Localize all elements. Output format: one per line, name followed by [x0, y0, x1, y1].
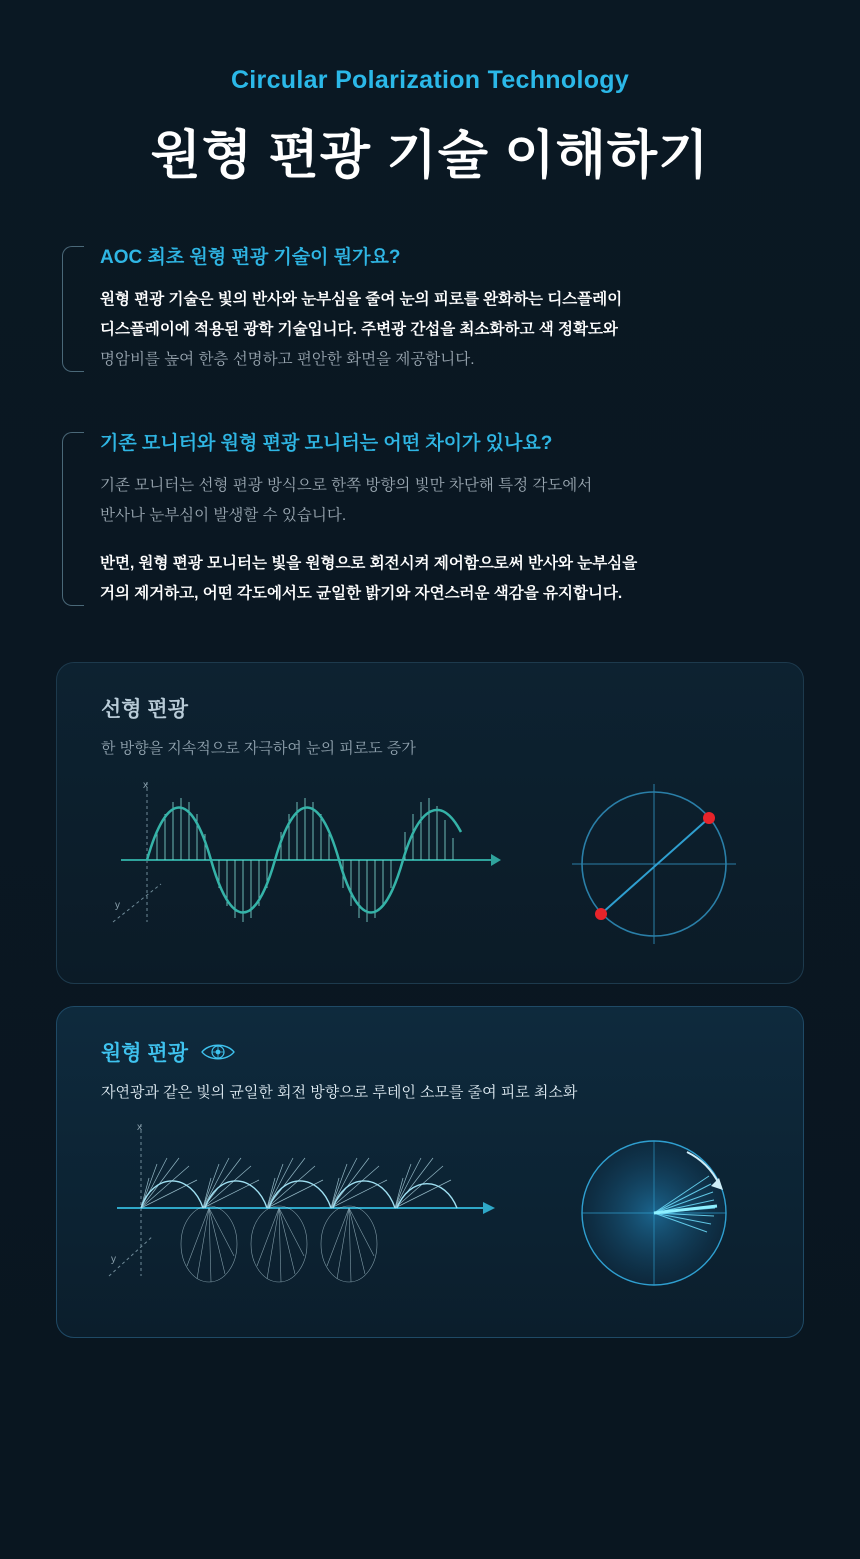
svg-text:y: y — [111, 1253, 116, 1265]
paragraph-spacer — [100, 531, 804, 549]
circular-rotation-diagram — [549, 1118, 759, 1308]
panel-figures — [101, 1116, 759, 1311]
circular-rotation-svg — [559, 1118, 749, 1308]
svg-text:y: y — [115, 899, 120, 911]
panel-title-label: 선형 편광 — [101, 697, 188, 721]
svg-text:x: x — [137, 1121, 142, 1133]
panel-linear-polarization — [56, 662, 804, 984]
linear-wave-diagram — [101, 772, 521, 957]
faq-answer-line: 반면, 원형 편광 모니터는 빛을 원형으로 회전시켜 제어함으로써 반사와 눈부심을 — [100, 555, 638, 573]
faq-answer-line: 원형 편광 기술은 빛의 반사와 눈부심을 줄여 눈의 피로를 완화하는 디스플레이 — [100, 291, 623, 308]
linear-circle-svg — [559, 774, 749, 954]
bracket-decoration — [62, 246, 84, 372]
faq-answer-line: 기존 모니터는 선형 편광 방식으로 한쪽 방향의 빛만 차단해 특정 각도에서 — [100, 476, 593, 494]
circular-wave-diagram — [101, 1116, 521, 1311]
panel-circular-polarization — [56, 1006, 804, 1338]
bracket-decoration — [62, 432, 84, 606]
panel-title — [101, 1037, 759, 1067]
faq-answer-line: 명암비를 높여 한층 선명하고 편안한 화면을 제공합니다. — [100, 351, 475, 369]
faq-answer-line: 반사나 눈부심이 발생할 수 있습니다. — [100, 506, 347, 524]
svg-text:x: x — [143, 779, 148, 791]
faq-item-1 — [56, 242, 804, 376]
faq-item-2 — [56, 428, 804, 610]
panel-title — [101, 693, 759, 723]
faq-question: AOC 최초 원형 편광 기술이 뭔가요? — [100, 247, 401, 268]
panel-subtitle: 자연광과 같은 빛의 균일한 회전 방향으로 루테인 소모를 줄여 피로 최소화 — [101, 1083, 578, 1101]
faq-answer-line: 디스플레이에 적용된 광학 기술입니다. 주변광 간섭을 최소화하고 색 정확도와 — [100, 321, 618, 339]
faq-question: 기존 모니터와 원형 편광 모니터는 어떤 차이가 있나요? — [100, 432, 553, 454]
panel-figures — [101, 772, 759, 957]
linear-circle-diagram — [549, 774, 759, 954]
faq-answer-line: 거의 제거하고, 어떤 각도에서도 균일한 밝기와 자연스러운 색감을 유지합니다. — [100, 585, 623, 603]
eyebrow-title: Circular Polarization Technology — [230, 66, 630, 94]
circular-wave-svg — [101, 1116, 501, 1306]
faq-section — [0, 242, 860, 610]
eye-icon — [200, 1042, 236, 1062]
panel-title-label: 원형 편광 — [101, 1041, 188, 1065]
panel-subtitle: 한 방향을 지속적으로 자극하여 눈의 피로도 증가 — [101, 739, 416, 757]
linear-wave-svg — [101, 772, 501, 952]
page-header — [0, 0, 860, 188]
page-title: 원형 편광 기술 이해하기 — [150, 127, 710, 185]
